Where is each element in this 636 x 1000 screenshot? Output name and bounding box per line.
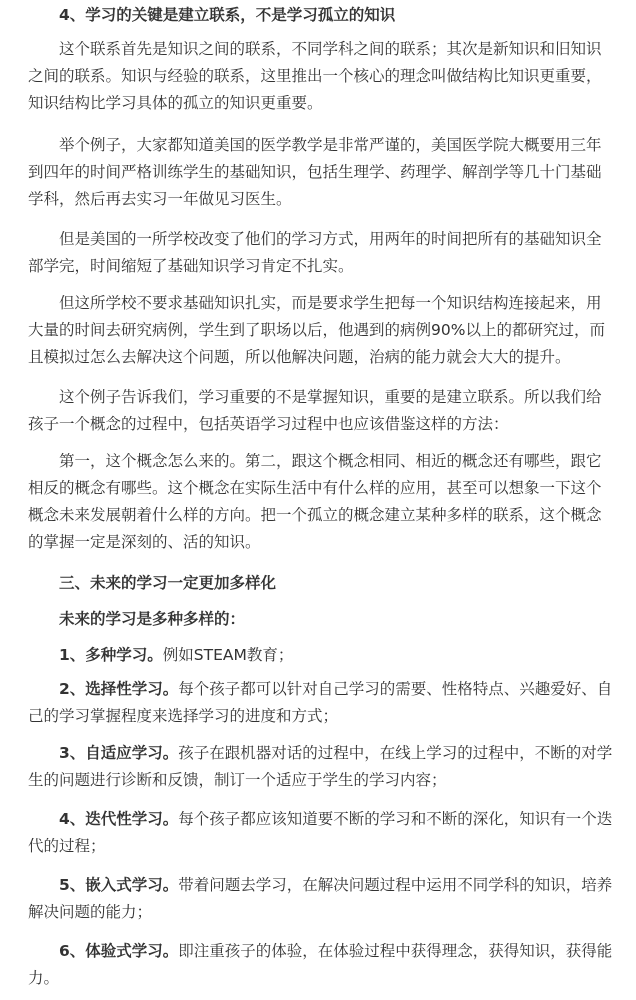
list-item-text: 带着问题去学习，在解决问题过程中运用不同学科的知识，培养解决问题的能力； <box>28 876 613 921</box>
list-item-label: 2、选择性学习。 <box>59 680 179 698</box>
list-item-label: 3、自适应学习。 <box>59 744 179 762</box>
section-heading-3: 三、未来的学习一定更加多样化 <box>59 574 277 592</box>
list-item-text: 孩子在跟机器对话的过程中，在线上学习的过程中，不断的对学生的问题进行诊断和反馈，制订一个适应于学生的学习内容； <box>28 744 613 789</box>
list-item-text: 即注重孩子的体验，在体验过程中获得理念，获得知识，获得能力。 <box>28 942 613 987</box>
list-item <box>28 740 616 794</box>
paragraph: 但是美国的一所学校改变了他们的学习方式，用两年的时间把所有的基础知识全部学完，时间缩短了基础知识学习肯定不扎实。 <box>28 230 602 275</box>
list-item <box>28 938 616 992</box>
list-item <box>28 872 616 926</box>
paragraph: 这个例子告诉我们，学习重要的不是掌握知识，重要的是建立联系。所以我们给孩子一个概念的过程中，包括英语学习过程中也应该借鉴这样的方法： <box>28 388 602 433</box>
list-item-label: 5、嵌入式学习。 <box>59 876 179 894</box>
list-item-label: 4、迭代性学习。 <box>59 810 179 828</box>
list-item-label: 6、体验式学习。 <box>59 942 179 960</box>
paragraph: 这个联系首先是知识之间的联系，不同学科之间的联系；其次是新知识和旧知识之间的联系。知识与经验的联系，这里推出一个核心的理念叫做结构比知识更重要，知识结构比学习具体的孤立的知识更重要。 <box>28 40 602 112</box>
section-heading-4: 4、学习的关键是建立联系，不是学习孤立的知识 <box>59 6 396 24</box>
list-item <box>28 642 616 669</box>
list-intro: 未来的学习是多种多样的： <box>59 610 246 628</box>
paragraph: 举个例子，大家都知道美国的医学教学是非常严谨的，美国医学院大概要用三年到四年的时间严格训练学生的基础知识，包括生理学、药理学、解剖学等几十门基础学科，然后再去实习一年做见习医生。 <box>28 136 602 208</box>
list-item <box>28 806 616 860</box>
list-item <box>28 676 616 730</box>
list-item-text: 例如STEAM教育； <box>162 646 294 664</box>
paragraph: 第一，这个概念怎么来的。第二，跟这个概念相同、相近的概念还有哪些，跟它相反的概念有哪些。这个概念在实际生活中有什么样的应用，甚至可以想象一下这个概念未来发展朝着什么样的方向。把一个孤立的概念建立某种多样的联系，这个概念的掌握一定是深刻的、活的知识。 <box>28 452 602 551</box>
list-item-text: 每个孩子都应该知道要不断的学习和不断的深化，知识有一个迭代的过程； <box>28 810 613 855</box>
list-item-text: 每个孩子都可以针对自己学习的需要、性格特点、兴趣爱好、自己的学习掌握程度来选择学习的进度和方式； <box>28 680 613 725</box>
list-item-label: 1、多种学习。 <box>59 646 163 664</box>
paragraph: 但这所学校不要求基础知识扎实，而是要求学生把每一个知识结构连接起来，用大量的时间去研究病例，学生到了职场以后，他遇到的病例90%以上的都研究过，而且模拟过怎么去解决这个问题，所以他解决问题，治病的能力就会大大的提升。 <box>28 294 605 366</box>
